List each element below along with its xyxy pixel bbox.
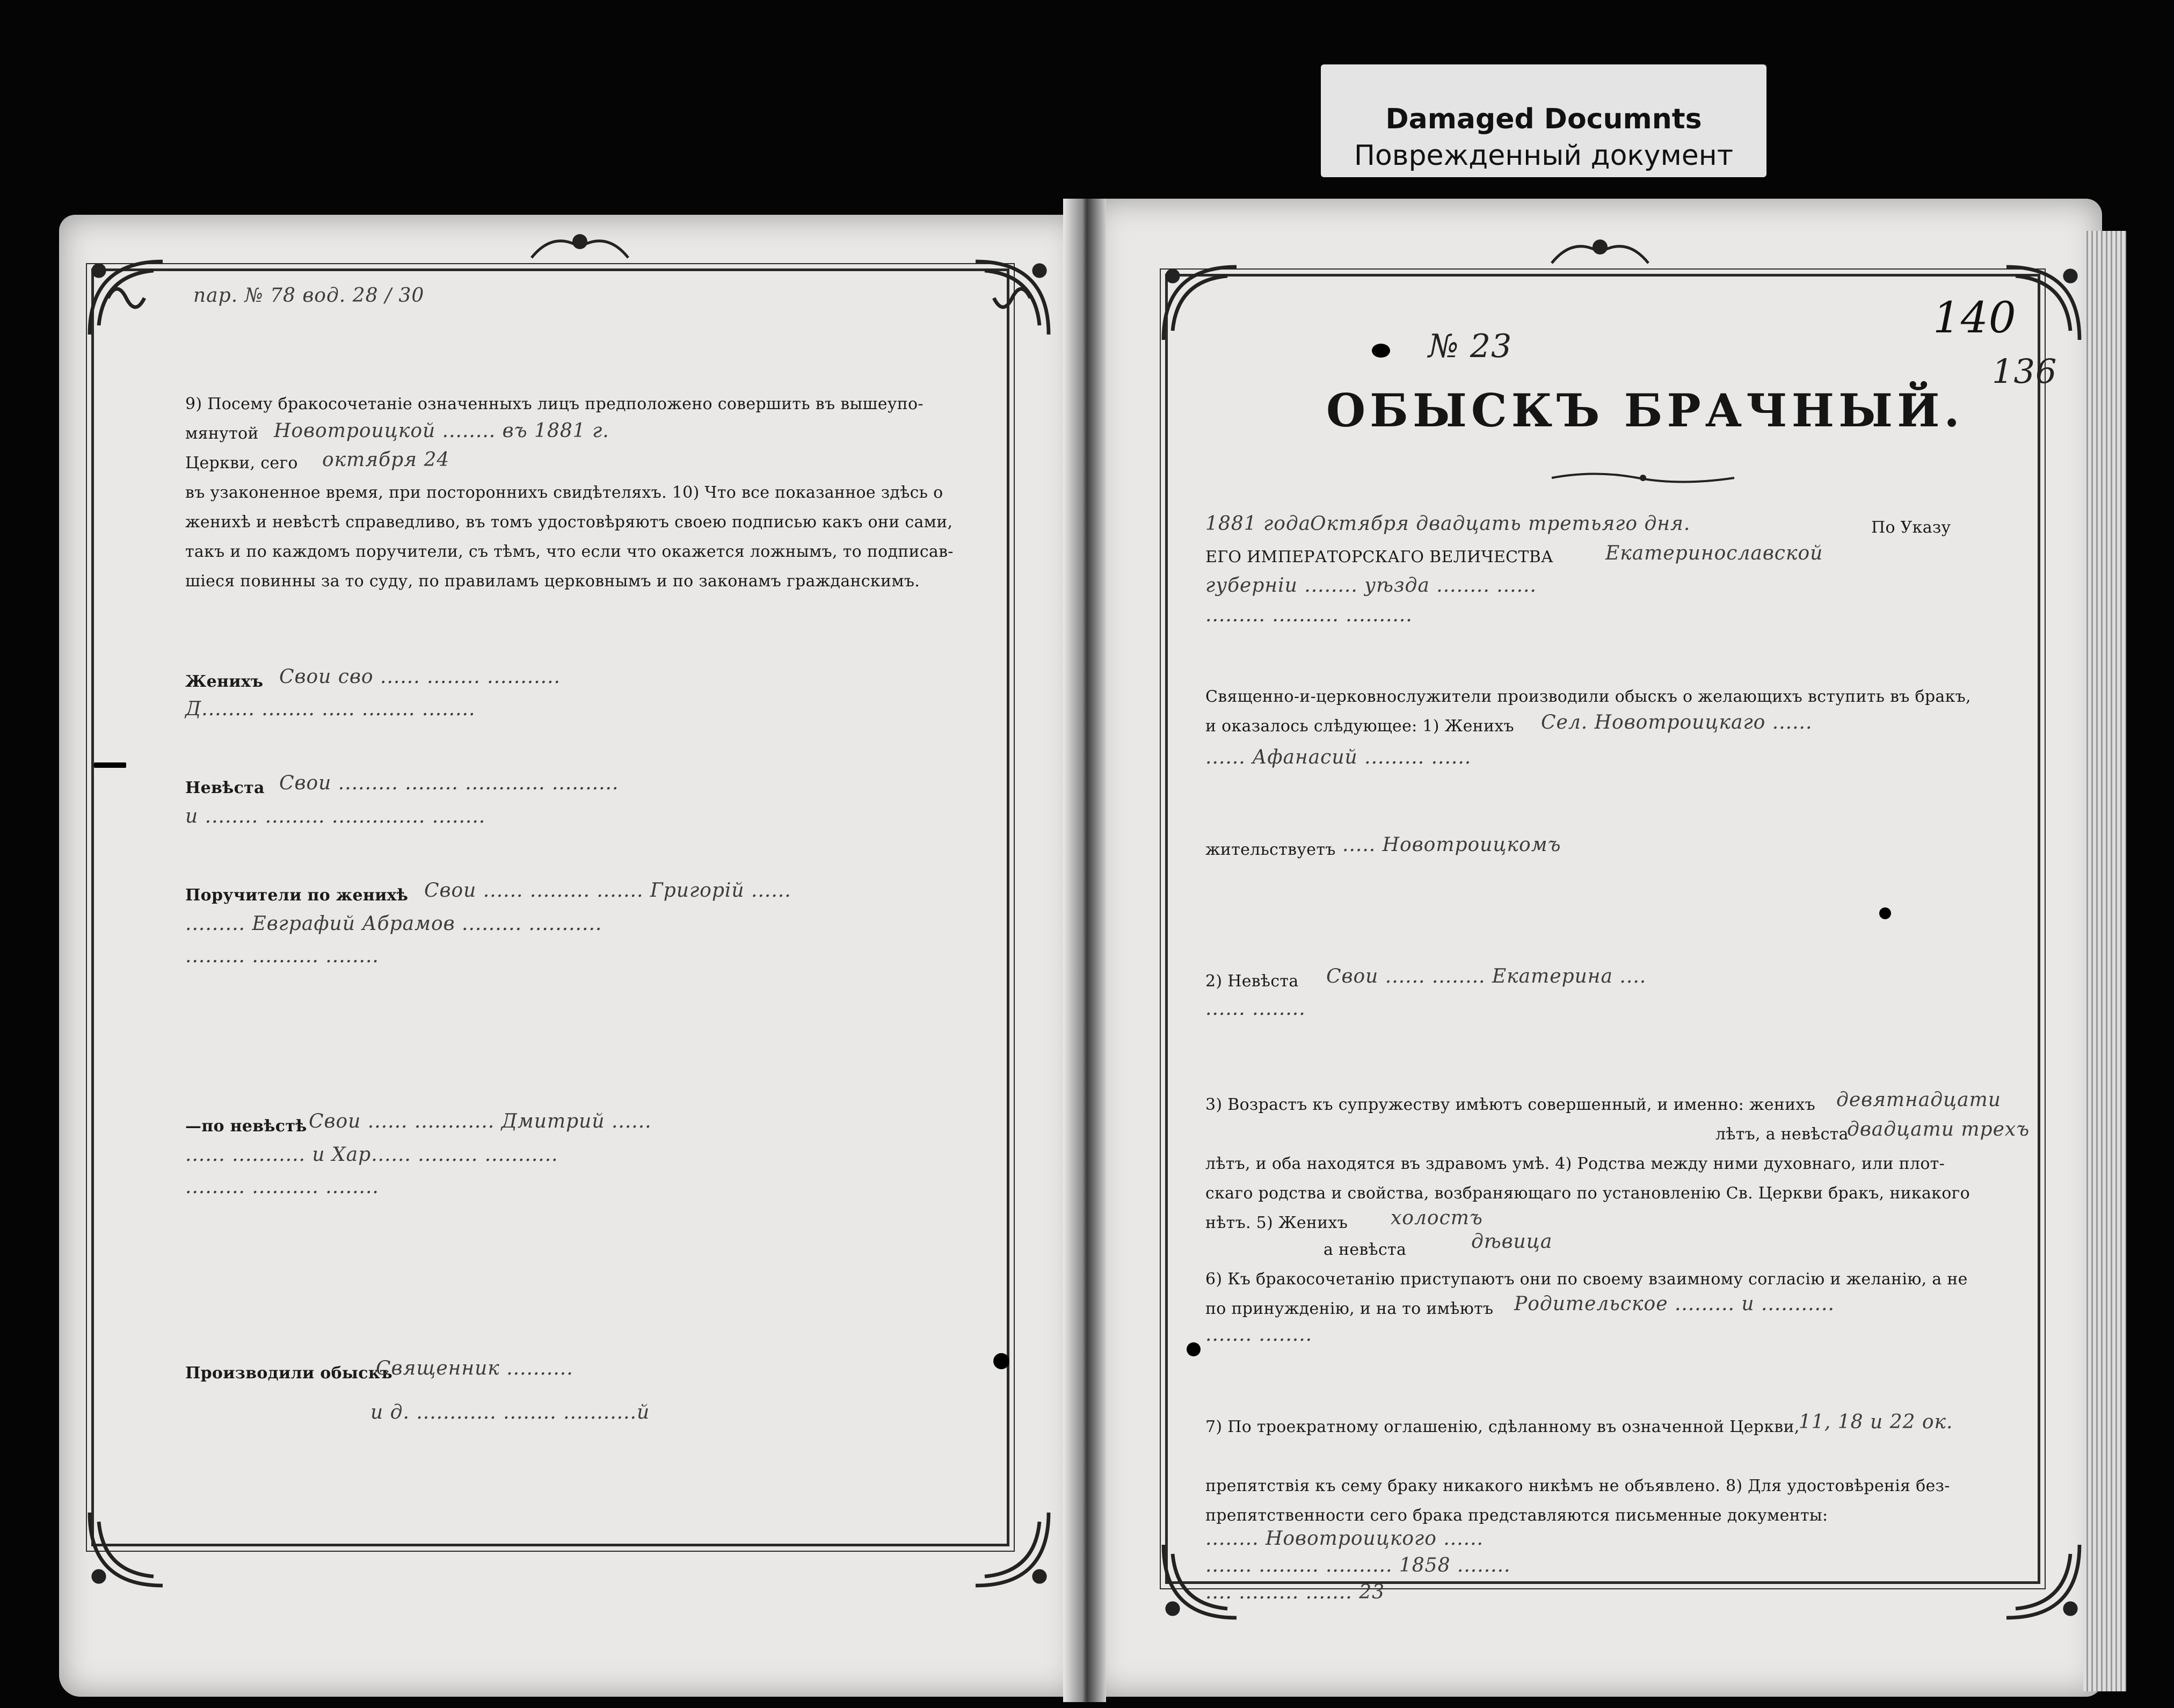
age-text: лѣтъ, а невѣста xyxy=(1715,1125,1849,1144)
para9-line: мянутой xyxy=(185,424,259,443)
para9-line: шіеся повинны за то суду, по правиламъ церковнымъ и по законамъ гражданскимъ. xyxy=(185,572,920,591)
age-text: 3) Возрастъ къ супружеству имѣютъ совершенный, и именно: женихъ xyxy=(1205,1095,1816,1114)
inquiry-handwriting: и д. ............ ........ ...........й xyxy=(370,1401,650,1423)
bride-handwriting: Свои ......... ........ ............ .......... xyxy=(279,772,619,794)
record-number: № 23 xyxy=(1428,328,1513,365)
status-groom-text: нѣтъ. 5) Женихъ xyxy=(1205,1213,1348,1232)
residence-handwriting: ..... Новотроицкомъ xyxy=(1342,834,1561,856)
page-edges xyxy=(2083,231,2126,1691)
stamp-line-en: Damaged Documnts xyxy=(1385,103,1702,135)
sureties-bride-label: —по невѣстѣ xyxy=(185,1117,307,1136)
book-gutter xyxy=(1063,199,1106,1702)
kinship-text: скаго родства и свойства, возбраняющаго по установленію Св. Церкви бракъ, никакого xyxy=(1205,1184,1970,1203)
top-ornament-icon xyxy=(526,226,634,268)
ink-blot xyxy=(1187,1342,1201,1356)
para9-line: Церкви, сего xyxy=(185,454,298,473)
bride-handwriting: и ........ ......... .............. ........ xyxy=(185,805,486,827)
clergy-text: и оказалось слѣдующее: 1) Женихъ xyxy=(1205,717,1514,736)
top-ornament-icon xyxy=(1546,231,1654,274)
health-text: лѣтъ, и оба находятся въ здравомъ умѣ. 4) Родства между ними духовнаго, или плот- xyxy=(1205,1154,1945,1173)
ink-mark xyxy=(94,762,126,768)
consent-handwriting: ....... ........ xyxy=(1205,1324,1313,1346)
documents-handwriting: ........ Новотроицкого ...... xyxy=(1205,1528,1484,1550)
status-bride-text: а невѣста xyxy=(1324,1240,1407,1259)
bride-label: Невѣста xyxy=(185,779,265,797)
consent-text: 6) Къ бракосочетанію приступаютъ они по своему взаимному согласію и желанію, а не xyxy=(1205,1270,1968,1289)
sureties-groom-label: Поручители по женихѣ xyxy=(185,886,409,905)
page-number: 140 xyxy=(1933,293,2017,343)
banns-text: 7) По троекратному оглашенію, сдѣланному въ означенной Церкви, xyxy=(1205,1418,1800,1436)
banns-handwriting: 11, 18 и 22 ок. xyxy=(1799,1411,1953,1433)
damaged-document-stamp xyxy=(1321,64,1766,177)
bride-handwriting: ...... ........ xyxy=(1205,998,1306,1020)
document-title: ОБЫСКЪ БРАЧНЫЙ. xyxy=(1326,384,1964,437)
status-bride-handwriting: дѣвица xyxy=(1471,1231,1553,1253)
decree-text: По Указу xyxy=(1871,518,1951,537)
para9-line: женихѣ и невѣстѣ справедливо, въ томъ удостовѣряютъ своею подписью какъ они сами, xyxy=(185,513,953,532)
sureties-bride-handwriting: ...... ........... и Хар...... ......... ........... xyxy=(185,1144,558,1166)
ink-blot xyxy=(1372,344,1390,358)
residence-label: жительствуетъ xyxy=(1205,840,1336,859)
corner-ornament-icon xyxy=(81,252,172,344)
ink-blot xyxy=(993,1353,1009,1369)
corner-ornament-icon xyxy=(966,252,1058,344)
bride-handwriting: Свои ...... ........ Екатерина .... xyxy=(1326,965,1647,987)
sureties-groom-handwriting: ......... .......... ........ xyxy=(185,945,379,967)
corner-ornament-icon xyxy=(1997,1536,2089,1627)
groom-handwriting: Свои сво ...... ........ ........... xyxy=(279,666,561,688)
sureties-bride-handwriting: Свои ...... ............ Дмитрий ...... xyxy=(309,1110,652,1132)
para9-line: 9) Посему бракосочетаніе означенныхъ лицъ предположено совершить въ вышеупо- xyxy=(185,395,924,413)
date-handwriting: октября 24 xyxy=(322,449,450,471)
old-page-number: 136 xyxy=(1992,352,2057,391)
majesty-text: ЕГО ИМПЕРАТОРСКАГО ВЕЛИЧЕСТВА xyxy=(1205,548,1554,566)
documents-text: препятственности сего брака представляются письменные документы: xyxy=(1205,1506,1828,1525)
clergy-text: Священно-и-церковнослужители производили обыскъ о желающихъ вступить въ бракъ, xyxy=(1205,687,1971,706)
year-handwriting: 1881 года xyxy=(1205,513,1311,535)
ink-blot xyxy=(1879,907,1891,919)
title-flourish-icon xyxy=(1546,467,1740,489)
groom-label: Женихъ xyxy=(185,672,264,691)
inquiry-handwriting: Священник .......... xyxy=(376,1357,573,1379)
documents-handwriting: ....... ......... .......... 1858 ........ xyxy=(1205,1554,1511,1576)
groom-handwriting: ...... Афанасий ......... ...... xyxy=(1205,746,1472,768)
documents-handwriting: .... ......... ....... 23 xyxy=(1205,1581,1385,1603)
sureties-bride-handwriting: ......... .......... ........ xyxy=(185,1176,379,1198)
bride-label: 2) Невѣста xyxy=(1205,972,1299,991)
marginal-note: пар. № 78 вод. 28 / 30 xyxy=(193,285,425,307)
church-handwriting: Новотроицкой ........ въ 1881 г. xyxy=(274,420,609,442)
groom-age-handwriting: девятнадцати xyxy=(1836,1089,2001,1111)
para9-line: такъ и по каждомъ поручители, съ тѣмъ, что если что окажется ложнымъ, то подписав- xyxy=(185,542,954,561)
date-handwriting: Октября двадцать третьяго дня. xyxy=(1310,513,1691,535)
corner-ornament-icon xyxy=(1154,258,1246,349)
status-groom-handwriting: холостъ xyxy=(1391,1207,1483,1229)
inquiry-label: Производили обыскъ xyxy=(185,1364,393,1383)
bride-age-handwriting: двадцати трехъ xyxy=(1847,1118,2030,1140)
consent-handwriting: Родительское ......... и ........... xyxy=(1514,1293,1835,1315)
groom-handwriting: Сел. Новотроицкаго ...... xyxy=(1541,711,1813,733)
consent-text: по принужденію, и на то имѣютъ xyxy=(1205,1299,1494,1318)
decree-handwriting: губерніи ........ уѣзда ........ ...... xyxy=(1205,575,1537,597)
decree-handwriting: ......... .......... .......... xyxy=(1205,604,1413,626)
corner-ornament-icon xyxy=(81,1503,172,1595)
para9-line: въ узаконенное время, при постороннихъ свидѣтеляхъ. 10) Что все показанное здѣсь о xyxy=(185,483,943,502)
sureties-groom-handwriting: Свои ...... ......... ....... Григорій ...... xyxy=(424,880,791,902)
sureties-groom-handwriting: ......... Евграфий Абрамов ......... ........... xyxy=(185,913,602,935)
stamp-line-ru: Поврежденный документ xyxy=(1354,140,1734,172)
decree-handwriting: Екатеринославской xyxy=(1605,542,1823,564)
obstacles-text: препятствія къ сему браку никакого никѣмъ не объявлено. 8) Для удостовѣренія без- xyxy=(1205,1477,1950,1495)
groom-handwriting: Д........ ........ ..... ........ ........ xyxy=(185,698,476,720)
corner-ornament-icon xyxy=(966,1503,1058,1595)
